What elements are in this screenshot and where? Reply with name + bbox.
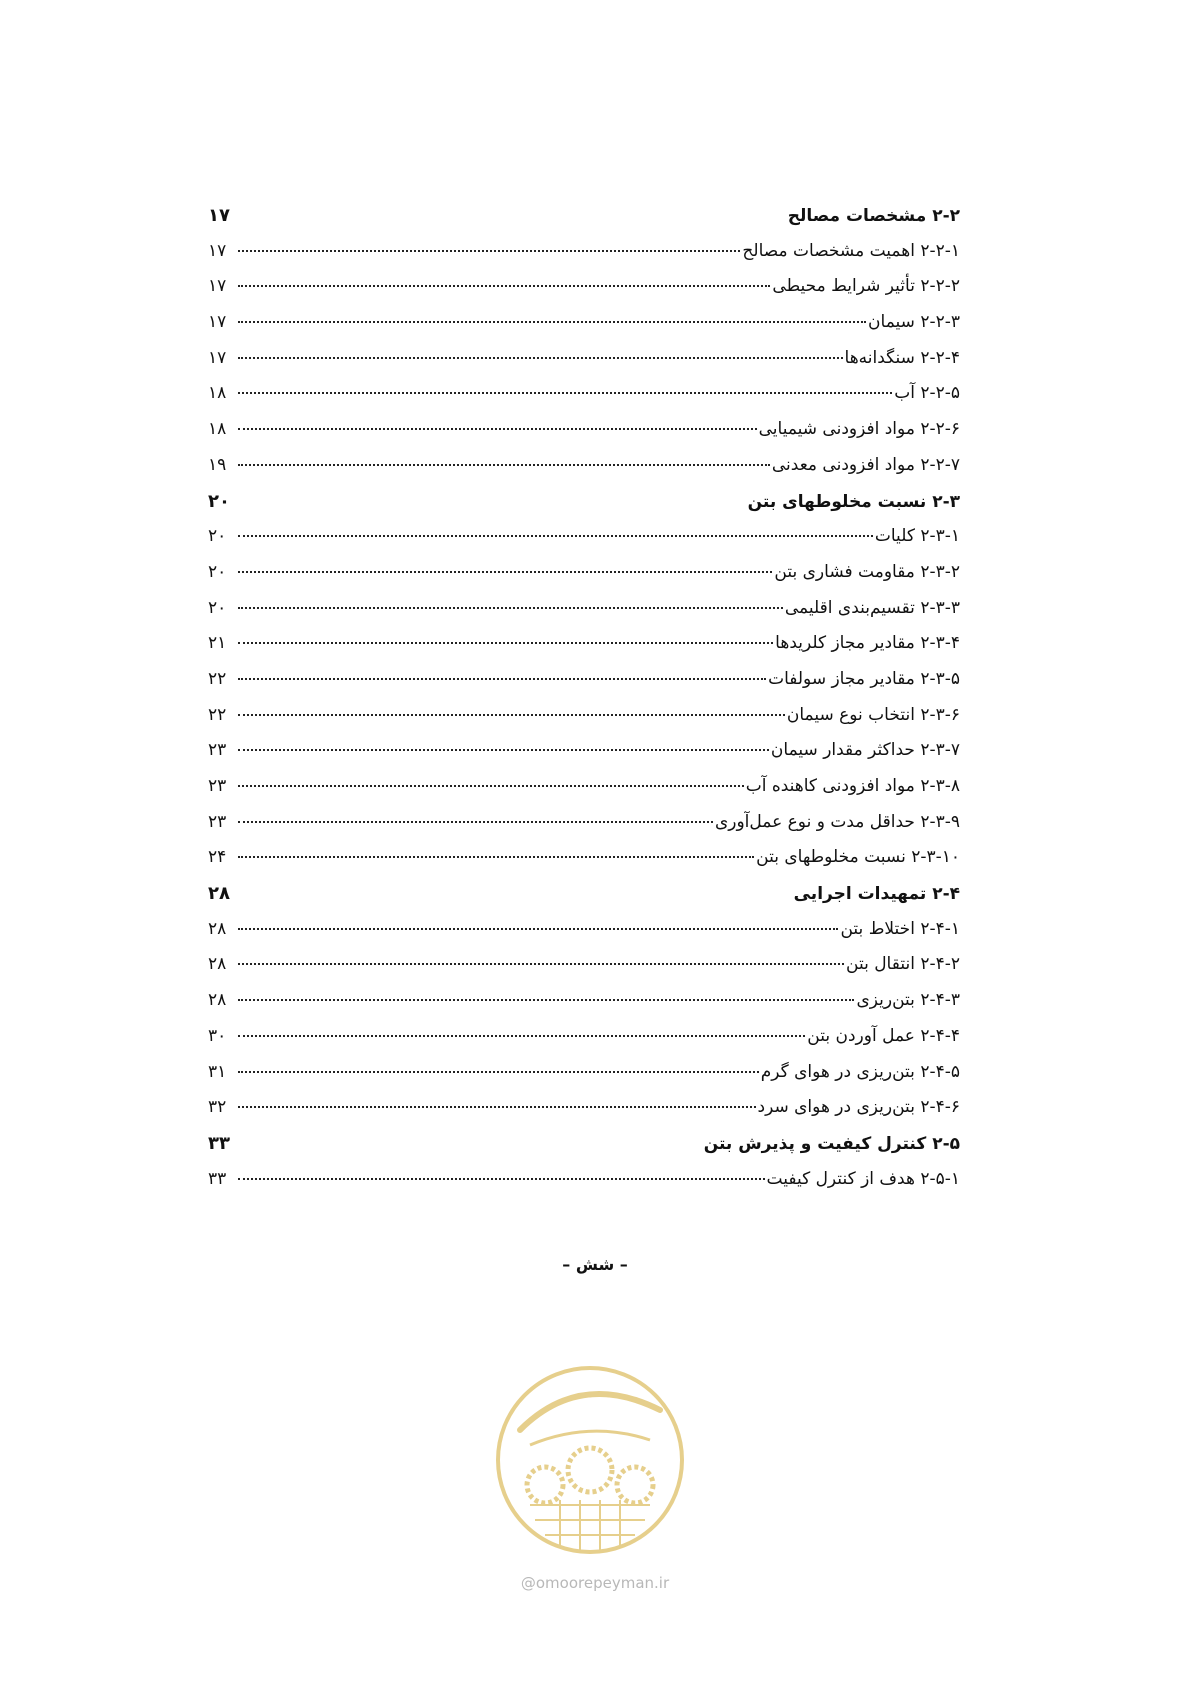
toc-title: ۲-۲-۵ آب — [894, 383, 960, 404]
dot-leader — [238, 821, 713, 823]
toc-page: ۳۳ — [208, 1168, 227, 1189]
toc-page: ۱۸ — [208, 383, 227, 404]
toc-entry[interactable] — [208, 383, 960, 419]
toc-page: ۲۲ — [208, 668, 227, 689]
toc-page: ۳۲ — [208, 1097, 227, 1118]
dot-leader — [238, 714, 785, 716]
toc-page: ۱۸ — [208, 419, 227, 440]
dot-leader — [238, 357, 843, 359]
toc-entry[interactable] — [208, 276, 960, 312]
toc-entry[interactable] — [208, 241, 960, 277]
toc-title: ۲-۲ مشخصات مصالح — [787, 206, 960, 226]
dot-leader — [238, 607, 783, 609]
dot-leader — [238, 999, 854, 1001]
toc-title: ۲-۳-۶ انتخاب نوع سیمان — [786, 704, 960, 725]
toc-page: ۲۴ — [208, 847, 227, 868]
toc-title: ۲-۴-۶ بتن‌ریزی در هوای سرد — [757, 1097, 960, 1118]
toc-page: ۲۰ — [208, 561, 227, 582]
toc-entry[interactable] — [208, 1169, 960, 1205]
toc-page: ۲۸ — [208, 883, 230, 905]
toc-title: ۲-۳-۱ کلیات — [874, 526, 960, 547]
toc-entry[interactable] — [208, 1062, 960, 1098]
dot-leader — [238, 1071, 759, 1073]
toc-title: ۲-۳ نسبت مخلوطهای بتن — [747, 491, 960, 512]
toc-entry[interactable] — [208, 669, 960, 705]
toc-entry[interactable] — [208, 562, 960, 598]
watermark-logo — [490, 1360, 690, 1560]
toc-page: ۳۱ — [208, 1061, 227, 1082]
toc-entry[interactable] — [208, 812, 960, 848]
dot-leader — [238, 785, 744, 787]
toc-title: ۲-۳-۱۰ نسبت مخلوطهای بتن — [756, 847, 960, 868]
toc-entry[interactable] — [208, 990, 960, 1026]
toc-page: ۲۸ — [208, 990, 227, 1011]
toc-title: ۲-۵ کنترل کیفیت و پذیرش بتن — [703, 1133, 960, 1154]
toc-page: ۲۳ — [208, 811, 227, 832]
toc-title: ۲-۴-۵ بتن‌ریزی در هوای گرم — [760, 1061, 960, 1082]
toc-title: ۲-۳-۲ مقاومت فشاری بتن — [774, 561, 960, 582]
toc-section[interactable] — [208, 491, 960, 527]
table-of-contents — [208, 205, 960, 1204]
toc-page: ۱۷ — [208, 276, 227, 297]
toc-page: ۱۷ — [208, 240, 227, 261]
toc-page: ۲۲ — [208, 704, 227, 725]
dot-leader — [238, 1178, 765, 1180]
toc-page: ۳۰ — [208, 1025, 227, 1046]
dot-leader — [238, 285, 770, 287]
dot-leader — [238, 856, 754, 858]
toc-page: ۲۳ — [208, 740, 227, 761]
toc-title: ۲-۳-۹ حداقل مدت و نوع عمل‌آوری — [714, 811, 960, 832]
dot-leader — [238, 928, 838, 930]
toc-page: ۲۸ — [208, 918, 227, 939]
watermark-url: @omoorepeyman.ir — [520, 1574, 670, 1592]
toc-title: ۲-۴-۲ انتقال بتن — [846, 954, 960, 975]
dot-leader — [238, 642, 773, 644]
toc-entry[interactable] — [208, 776, 960, 812]
toc-section[interactable] — [208, 883, 960, 919]
toc-page: ۲۰ — [208, 526, 227, 547]
dot-leader — [238, 535, 873, 537]
toc-title: ۲-۲-۷ مواد افزودنی معدنی — [771, 454, 960, 475]
toc-page: ۲۸ — [208, 954, 227, 975]
dot-leader — [238, 464, 770, 466]
toc-entry[interactable] — [208, 847, 960, 883]
toc-entry[interactable] — [208, 1026, 960, 1062]
toc-title: ۲-۴ تمهیدات اجرایی — [793, 884, 960, 905]
dot-leader — [238, 749, 769, 751]
toc-title: ۲-۳-۸ مواد افزودنی کاهنده آب — [745, 776, 960, 796]
toc-title: ۲-۳-۷ حداکثر مقدار سیمان — [770, 740, 960, 761]
toc-page: ۲۱ — [208, 633, 227, 654]
toc-page: ۳۳ — [208, 1132, 230, 1154]
dot-leader — [238, 571, 772, 573]
dot-leader — [238, 678, 766, 680]
toc-section[interactable] — [208, 205, 960, 241]
toc-page: ۱۷ — [208, 312, 227, 333]
toc-entry[interactable] — [208, 598, 960, 634]
toc-title: ۲-۴-۴ عمل آوردن بتن — [807, 1025, 960, 1046]
toc-title: ۲-۲-۲ تأثیر شرایط محیطی — [772, 276, 960, 297]
toc-title: ۲-۴-۱ اختلاط بتن — [840, 918, 960, 939]
toc-title: ۲-۳-۳ تقسیم‌بندی اقلیمی — [784, 597, 960, 618]
toc-title: ۲-۲-۴ سنگدانه‌ها — [844, 347, 960, 368]
toc-title: ۲-۴-۳ بتن‌ریزی — [856, 990, 960, 1011]
toc-title: ۲-۲-۱ اهمیت مشخصات مصالح — [742, 240, 960, 261]
toc-entry[interactable] — [208, 1097, 960, 1133]
toc-entry[interactable] — [208, 740, 960, 776]
dot-leader — [238, 392, 892, 394]
toc-entry[interactable] — [208, 919, 960, 955]
dot-leader — [238, 321, 866, 323]
dot-leader — [238, 963, 844, 965]
dot-leader — [238, 1035, 805, 1037]
toc-title: ۲-۳-۴ مقادیر مجاز کلریدها — [775, 633, 960, 654]
toc-page: ۱۷ — [208, 205, 230, 226]
toc-page: ۲۳ — [208, 776, 227, 796]
dot-leader — [238, 428, 757, 430]
toc-page: ۱۹ — [208, 454, 227, 475]
toc-title: ۲-۲-۶ مواد افزودنی شیمیایی — [758, 419, 960, 440]
toc-page: ۲۰ — [208, 597, 227, 618]
toc-page: ۱۷ — [208, 347, 227, 368]
toc-entry[interactable] — [208, 705, 960, 741]
toc-entry[interactable] — [208, 526, 960, 562]
dot-leader — [238, 1106, 756, 1108]
toc-entry[interactable] — [208, 348, 960, 384]
toc-page: ۲۰ — [208, 490, 230, 512]
page-number-footer: – شش – — [562, 1255, 628, 1274]
toc-section[interactable] — [208, 1133, 960, 1169]
toc-title: ۲-۵-۱ هدف از کنترل کیفیت — [766, 1168, 960, 1189]
toc-entry[interactable] — [208, 633, 960, 669]
toc-entry[interactable] — [208, 455, 960, 491]
toc-title: ۲-۲-۳ سیمان — [868, 312, 960, 333]
dot-leader — [238, 250, 740, 252]
toc-entry[interactable] — [208, 419, 960, 455]
toc-entry[interactable] — [208, 312, 960, 348]
toc-title: ۲-۳-۵ مقادیر مجاز سولفات — [768, 668, 960, 689]
toc-entry[interactable] — [208, 954, 960, 990]
